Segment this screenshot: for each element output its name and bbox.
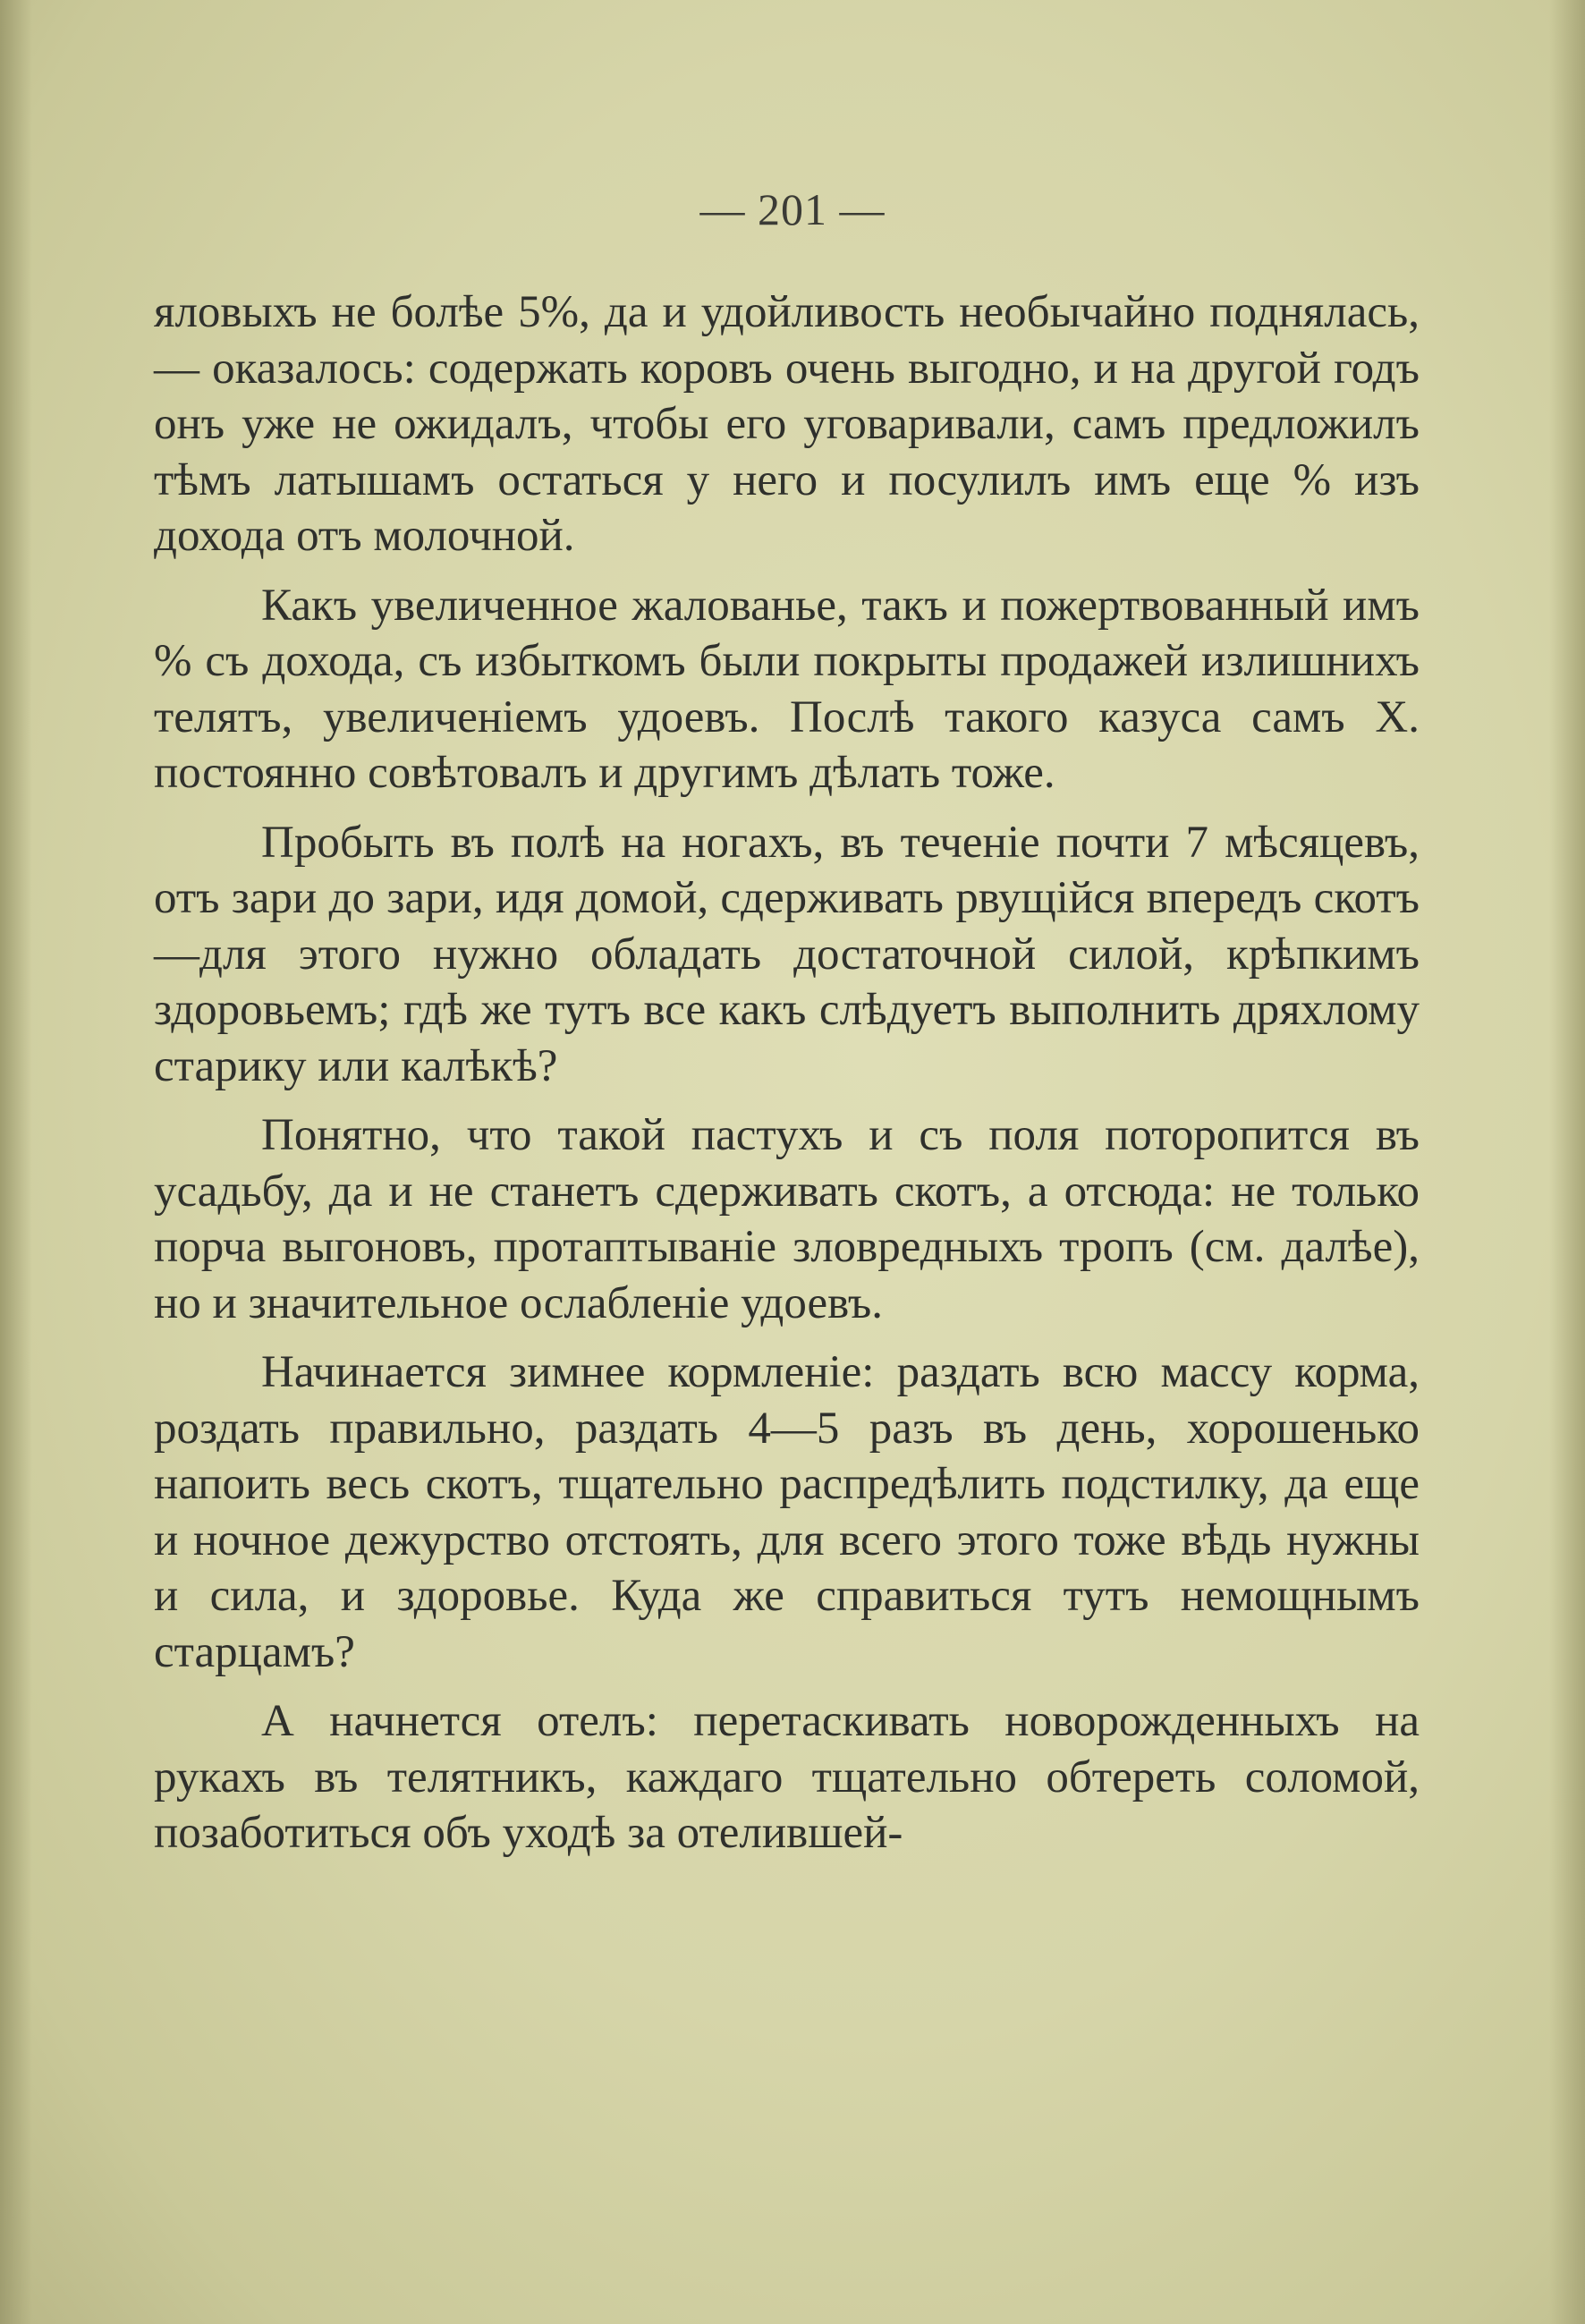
page-edge-shadow-left <box>0 0 32 2324</box>
paragraph-2: Какъ увеличенное жалованье, такъ и пожертвованный имъ % съ дохода, съ избыткомъ были покрыты продажей излишнихъ телятъ, увеличеніемъ удоевъ. Послѣ такого казуса самъ X. постоянно совѣтовалъ и другимъ дѣлать тоже. <box>154 580 1420 798</box>
page-edge-shadow-right <box>1549 0 1585 2324</box>
body-text <box>154 284 1420 1875</box>
paragraph-1: яловыхъ не болѣе 5%, да и удойливость необычайно поднялась, — оказалось: содержать коровъ очень выгодно, и на другой годъ онъ уже не ожидалъ, чтобы его уговаривали, самъ предложилъ тѣмъ латышамъ остаться у него и посулилъ имъ еще % изъ дохода отъ молочной. <box>154 287 1420 561</box>
page-number: — 201 — <box>699 184 886 234</box>
paragraph-5: Начинается зимнее кормленіе: раздать всю массу корма, роздать правильно, раздать 4—5 разъ въ день, хорошенько напоить весь скотъ, тщательно распредѣлить подстилку, да еще и ночное дежурство отстоять, для всего этого тоже вѣдь нужны и сила, и здоровье. Куда же справиться тутъ немощнымъ старцамъ? <box>154 1347 1420 1677</box>
paragraph-4: Понятно, что такой пастухъ и съ поля поторопится въ усадьбу, да и не станетъ сдерживать скотъ, а отсюда: не только порча выгоновъ, протаптываніе зловредныхъ тропъ (см. далѣе), но и значительное ослабленіе удоевъ. <box>154 1110 1420 1328</box>
paragraph-6: А начнется отелъ: перетаскивать новорожденныхъ на рукахъ въ телятникъ, каждаго тщательно обтереть соломой, позаботиться объ уходѣ за отелившей- <box>154 1696 1420 1858</box>
paragraph-3: Пробыть въ полѣ на ногахъ, въ теченіе почти 7 мѣсяцевъ, отъ зари до зари, идя домой, сдерживать рвущійся впередъ скотъ—для этого нужно обладать достаточной силой, крѣпкимъ здоровьемъ; гдѣ же тутъ все какъ слѣдуетъ выполнить дряхлому старику или калѣкѣ? <box>154 817 1420 1091</box>
